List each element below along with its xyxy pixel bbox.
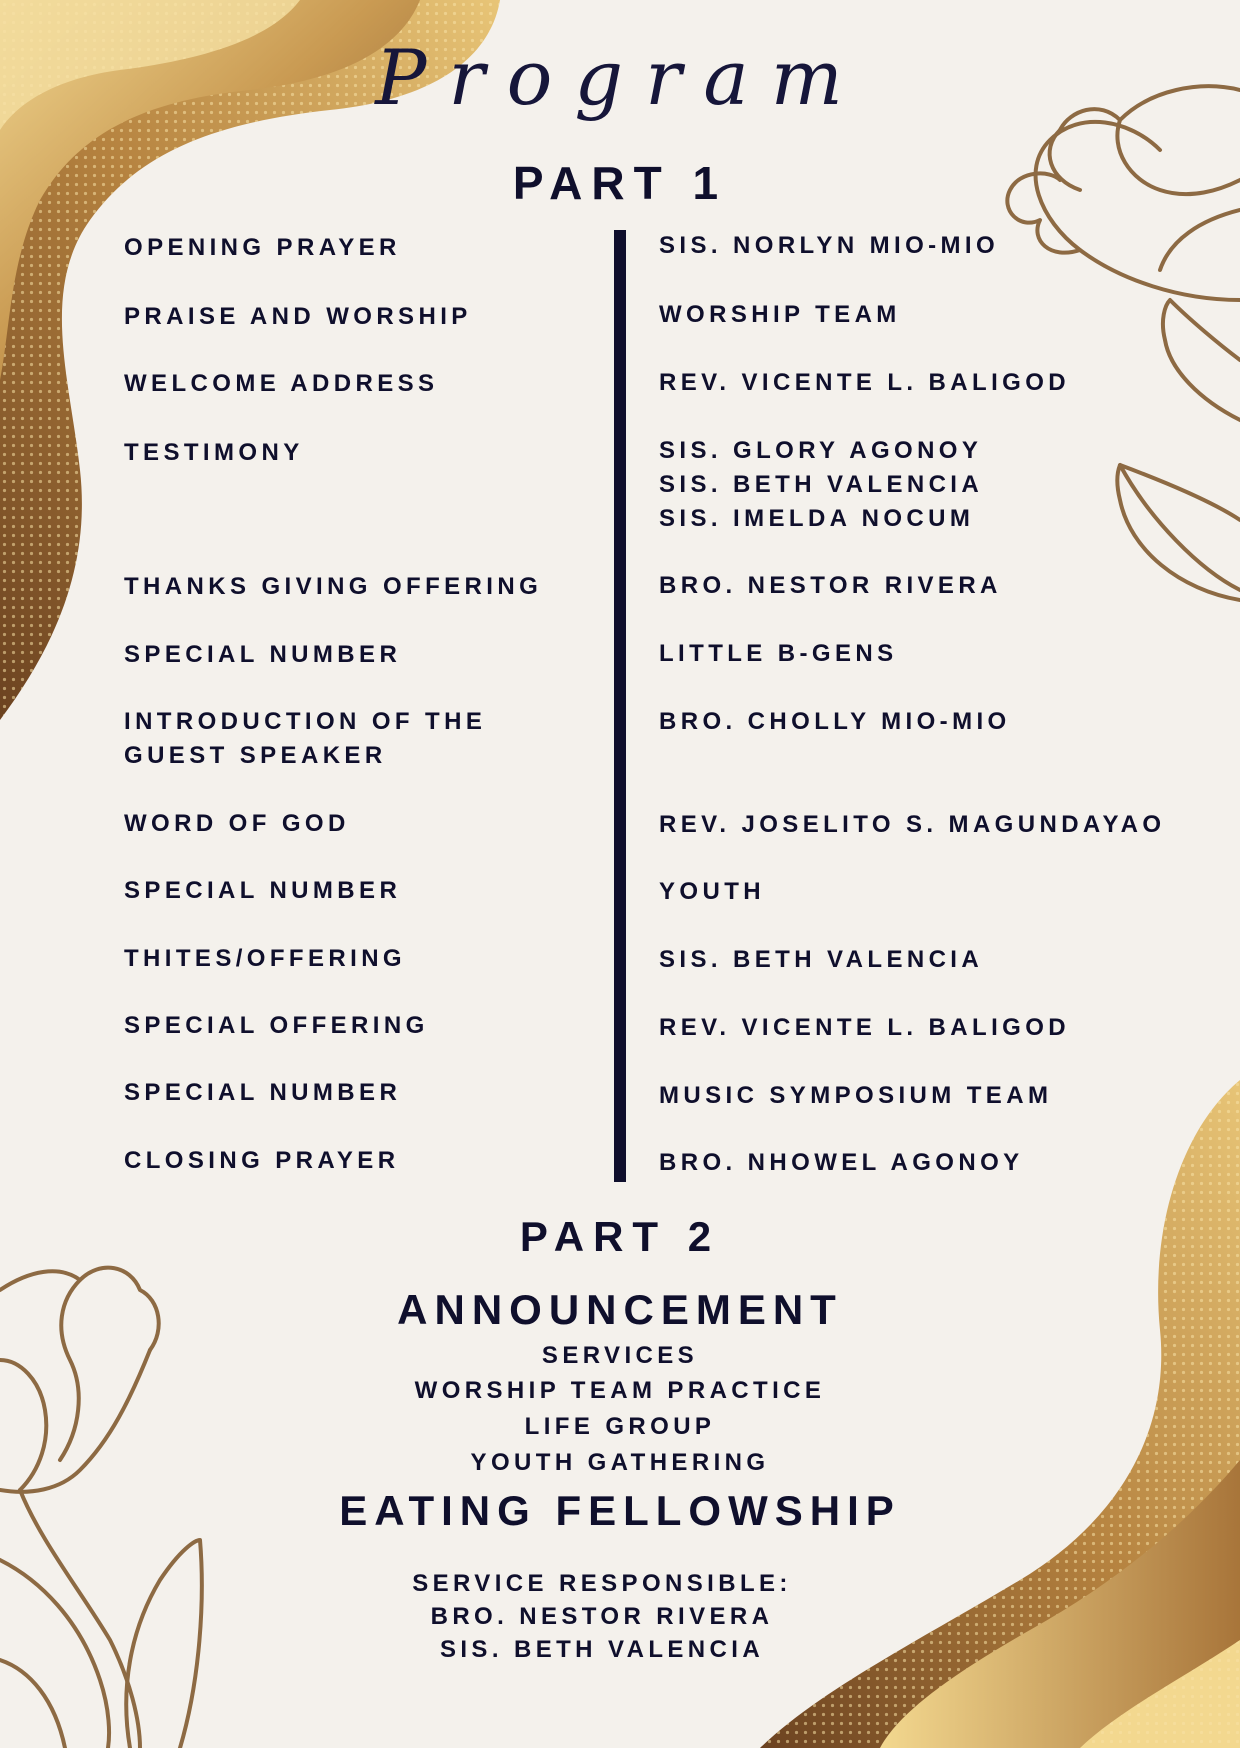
program-item-person: BRO. CHOLLY MIO-MIO xyxy=(659,708,1011,735)
fellowship-heading: EATING FELLOWSHIP xyxy=(339,1487,901,1534)
service-responsible-label: SERVICE RESPONSIBLE: xyxy=(412,1570,792,1597)
program-item-label: CLOSING PRAYER xyxy=(124,1147,400,1174)
program-item-person: REV. VICENTE L. BALIGOD xyxy=(659,1014,1071,1041)
program-item-label: THANKS GIVING OFFERING xyxy=(124,573,543,600)
program-item-label: WELCOME ADDRESS xyxy=(124,370,439,397)
program-item-label: WORD OF GOD xyxy=(124,810,350,837)
service-responsible-person: SIS. BETH VALENCIA xyxy=(439,1636,765,1663)
program-item-person: SIS. GLORY AGONOY SIS. BETH VALENCIA SIS. IMELDA NOCUM xyxy=(659,437,984,532)
program-item-label: PRAISE AND WORSHIP xyxy=(124,303,472,330)
program-item-person: SIS. NORLYN MIO-MIO xyxy=(659,232,1000,259)
program-item-label: SPECIAL NUMBER xyxy=(124,641,402,668)
program-item-label: SPECIAL NUMBER xyxy=(124,1079,402,1106)
service-responsible-person: BRO. NESTOR RIVERA xyxy=(430,1603,774,1630)
program-item-person: LITTLE B-GENS xyxy=(659,640,898,667)
program-item-label: TESTIMONY xyxy=(124,439,304,466)
program-item-person: MUSIC SYMPOSIUM TEAM xyxy=(659,1082,1053,1109)
announcement-item: SERVICES xyxy=(541,1342,699,1369)
program-item-label: SPECIAL OFFERING xyxy=(124,1012,429,1039)
program-item-person: REV. JOSELITO S. MAGUNDAYAO xyxy=(659,811,1166,838)
program-item-label: THITES/OFFERING xyxy=(124,945,406,972)
announcement-heading: ANNOUNCEMENT xyxy=(397,1286,843,1333)
program-item-person: WORSHIP TEAM xyxy=(659,301,901,328)
program-item-person: BRO. NHOWEL AGONOY xyxy=(659,1149,1024,1176)
program-item-person: YOUTH xyxy=(659,878,765,905)
announcement-item: YOUTH GATHERING xyxy=(470,1449,770,1476)
column-divider xyxy=(614,230,626,1182)
program-item-label: OPENING PRAYER xyxy=(124,234,401,261)
part-1-heading: PART 1 xyxy=(512,157,728,209)
announcement-item: WORSHIP TEAM PRACTICE xyxy=(414,1377,826,1404)
program-script-title: Program xyxy=(375,33,865,122)
program-item-label: SPECIAL NUMBER xyxy=(124,877,402,904)
program-item-label: INTRODUCTION OF THE GUEST SPEAKER xyxy=(124,708,487,769)
announcement-item: LIFE GROUP xyxy=(524,1413,716,1440)
program-item-person: BRO. NESTOR RIVERA xyxy=(659,572,1002,599)
part-2-heading: PART 2 xyxy=(519,1213,721,1260)
program-item-person: REV. VICENTE L. BALIGOD xyxy=(659,369,1071,396)
program-item-person: SIS. BETH VALENCIA xyxy=(659,946,984,973)
